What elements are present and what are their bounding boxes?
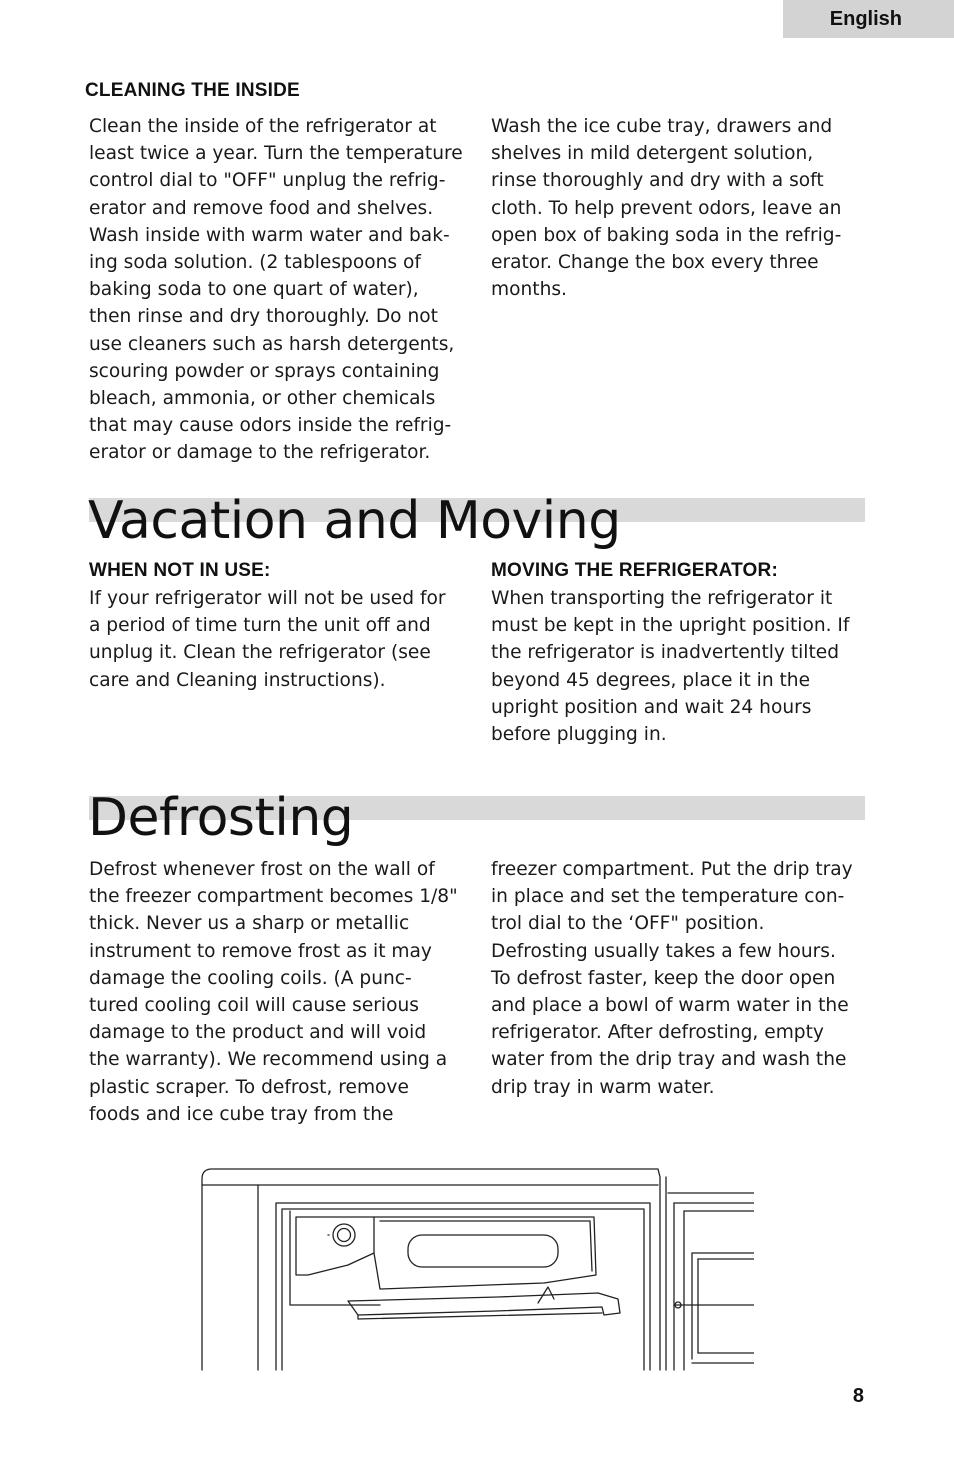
text-line: refrigerator. After defrosting, empty xyxy=(491,1022,824,1044)
text-line: that may cause odors inside the refrig- xyxy=(89,415,452,437)
vacation-left-column xyxy=(89,585,467,694)
text-line: the refrigerator is inadvertently tilted xyxy=(491,642,839,664)
text-line: drip tray in warm water. xyxy=(491,1076,715,1098)
text-line: bleach, ammonia, or other chemicals xyxy=(89,388,436,410)
text-line: use cleaners such as harsh detergents, xyxy=(89,333,455,355)
text-line: then rinse and dry thoroughly. Do not xyxy=(89,306,438,328)
text-line: Wash inside with warm water and bak- xyxy=(89,224,450,246)
refrigerator-illustration xyxy=(198,1163,754,1373)
text-line: least twice a year. Turn the temperature xyxy=(89,143,463,165)
text-line: freezer compartment. Put the drip tray xyxy=(491,859,853,880)
text-line: plastic scraper. To defrost, remove xyxy=(89,1076,409,1098)
text-line: erator and remove food and shelves. xyxy=(89,197,434,219)
text-line: beyond 45 degrees, place it in the xyxy=(491,669,811,691)
text-line: before plugging in. xyxy=(491,724,667,746)
text-line: a period of time turn the unit off and xyxy=(89,615,431,637)
text-line: must be kept in the upright position. If xyxy=(491,615,850,637)
page-number: 8 xyxy=(852,1385,864,1407)
text-line: trol dial to the ‘OFF" position. xyxy=(491,913,765,935)
text-line: cloth. To help prevent odors, leave an xyxy=(491,197,842,219)
cleaning-heading: CLEANING THE INSIDE xyxy=(85,80,300,101)
text-line: damage the cooling coils. (A punc- xyxy=(89,967,412,989)
text-line: rinse thoroughly and dry with a soft xyxy=(491,170,824,192)
text-line: foods and ice cube tray from the xyxy=(89,1103,394,1125)
text-line: scouring powder or sprays containing xyxy=(89,360,440,382)
text-line: instrument to remove frost as it may xyxy=(89,940,432,962)
text-line: If your refrigerator will not be used for xyxy=(89,588,446,609)
text-line: thick. Never us a sharp or metallic xyxy=(89,913,410,935)
text-line: and place a bowl of warm water in the xyxy=(491,995,849,1017)
moving-heading: MOVING THE REFRIGERATOR: xyxy=(491,560,778,581)
text-line: erator or damage to the refrigerator. xyxy=(89,442,431,464)
text-line: upright position and wait 24 hours xyxy=(491,696,812,718)
defrosting-right-column xyxy=(491,856,869,1101)
defrosting-left-column xyxy=(89,856,467,1128)
text-line: baking soda to one quart of water), xyxy=(89,279,419,301)
text-line: To defrost faster, keep the door open xyxy=(491,967,836,989)
text-line: control dial to "OFF" unplug the refrig- xyxy=(89,170,446,192)
vacation-right-column xyxy=(491,585,869,748)
vacation-title: Vacation and Moving xyxy=(88,491,621,551)
language-tab: English xyxy=(783,0,954,38)
text-line: unplug it. Clean the refrigerator (see xyxy=(89,642,431,664)
cleaning-right-column xyxy=(491,113,869,303)
text-line: ing soda solution. (2 tablespoons of xyxy=(89,252,421,274)
text-line: When transporting the refrigerator it xyxy=(491,588,833,609)
text-line: the warranty). We recommend using a xyxy=(89,1049,448,1071)
text-line: Clean the inside of the refrigerator at xyxy=(89,116,437,137)
text-line: the freezer compartment becomes 1/8" xyxy=(89,886,458,908)
text-line: shelves in mild detergent solution, xyxy=(491,143,814,165)
defrosting-title: Defrosting xyxy=(88,788,354,848)
cleaning-left-column xyxy=(89,113,467,467)
text-line: tured cooling coil will cause serious xyxy=(89,995,419,1017)
text-line: erator. Change the box every three xyxy=(491,252,819,274)
text-line: Defrosting usually takes a few hours. xyxy=(491,940,836,962)
text-line: months. xyxy=(491,279,567,301)
text-line: care and Cleaning instructions). xyxy=(89,669,386,691)
text-line: Defrost whenever frost on the wall of xyxy=(89,859,435,880)
when-not-in-use-heading: WHEN NOT IN USE: xyxy=(89,560,271,581)
text-line: open box of baking soda in the refrig- xyxy=(491,224,842,246)
text-line: water from the drip tray and wash the xyxy=(491,1049,847,1071)
text-line: Wash the ice cube tray, drawers and xyxy=(491,116,833,137)
text-line: in place and set the temperature con- xyxy=(491,886,845,908)
text-line: damage to the product and will void xyxy=(89,1022,427,1044)
